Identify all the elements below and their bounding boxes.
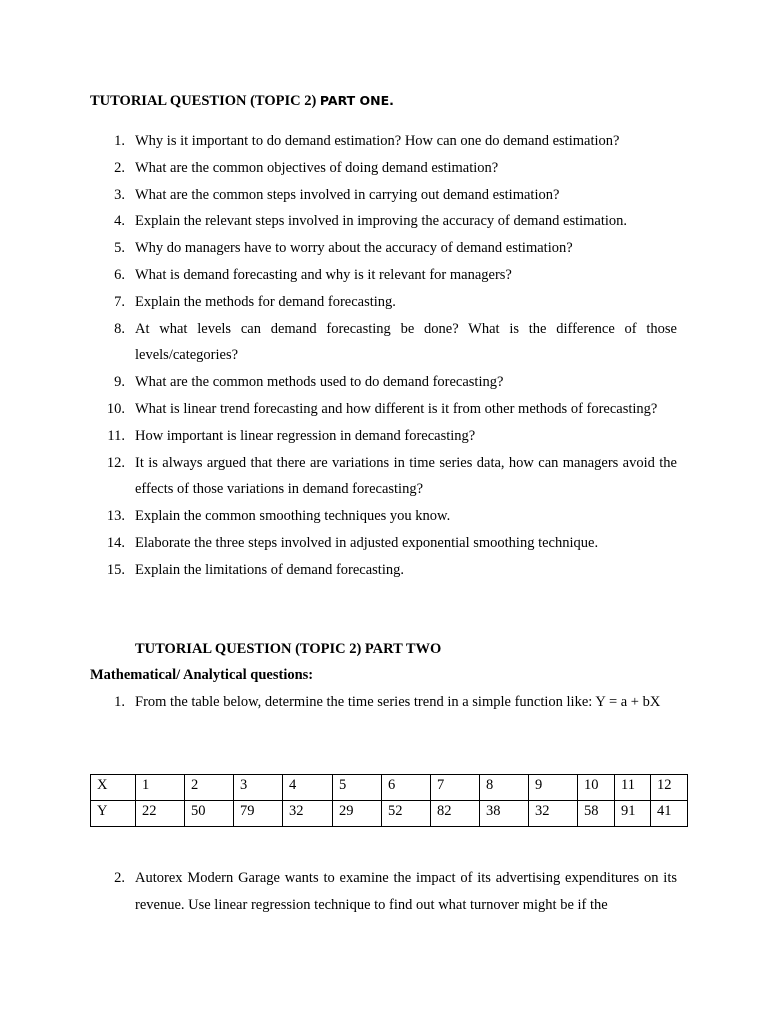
table-cell: 9 <box>529 775 578 801</box>
part-one-question-list <box>90 128 677 584</box>
table-cell: 50 <box>185 801 234 827</box>
table-cell: 91 <box>615 801 651 827</box>
part-two-title: TUTORIAL QUESTION (TOPIC 2) PART TWO <box>135 641 442 657</box>
question-number: 8. <box>114 320 125 337</box>
question-item <box>90 503 677 530</box>
question-text: It is always argued that there are variations in time series data, how can managers avoid the effects of those variations in demand forecasting? <box>135 454 677 498</box>
table-cell: 22 <box>136 801 185 827</box>
question-item <box>90 289 677 316</box>
question-text: At what levels can demand forecasting be done? What is the difference of those levels/categories? <box>135 320 677 364</box>
question-number: 9. <box>114 374 125 391</box>
part-two-subtitle: Mathematical/ Analytical questions: <box>90 667 314 683</box>
part-one-title-tail: PART ONE. <box>319 93 394 108</box>
question-item <box>90 128 677 155</box>
time-series-table <box>90 774 688 827</box>
question-number: 2. <box>114 870 125 886</box>
question-item <box>90 316 677 370</box>
table-cell: 10 <box>578 775 615 801</box>
question-text: What is linear trend forecasting and how different is it from other methods of forecasting? <box>135 400 658 417</box>
question-text: Autorex Modern Garage wants to examine the impact of its advertising expenditures on its revenue. Use linear regression technique to find out what turnover might be if the <box>135 870 677 913</box>
question-number: 12. <box>106 454 125 471</box>
table-row-y <box>91 801 688 827</box>
question-number: 10. <box>106 400 125 417</box>
question-text: How important is linear regression in demand forecasting? <box>135 427 476 444</box>
question-item <box>90 155 677 182</box>
question-item <box>90 865 677 919</box>
question-number: 5. <box>114 240 125 257</box>
question-text: From the table below, determine the time series trend in a simple function like: Y = a + bX <box>135 694 661 710</box>
question-number: 2. <box>114 159 125 176</box>
part-one-title-main: TUTORIAL QUESTION (TOPIC 2) <box>90 93 317 109</box>
question-number: 6. <box>114 266 125 283</box>
question-number: 14. <box>106 534 125 551</box>
question-item <box>90 557 677 584</box>
table-cell: 2 <box>185 775 234 801</box>
question-text: Explain the relevant steps involved in improving the accuracy of demand estimation. <box>135 213 628 230</box>
question-number: 11. <box>107 427 125 444</box>
question-item <box>90 689 677 716</box>
question-number: 1. <box>114 133 125 149</box>
table-cell: 11 <box>615 775 651 801</box>
question-text: Elaborate the three steps involved in adjusted exponential smoothing technique. <box>135 534 599 551</box>
question-number: 7. <box>114 293 125 310</box>
question-number: 13. <box>106 508 125 525</box>
table-cell: 32 <box>283 801 333 827</box>
question-text: Explain the common smoothing techniques you know. <box>135 508 451 525</box>
question-item <box>90 262 677 289</box>
part-one-title <box>90 93 394 110</box>
question-number: 1. <box>114 694 125 710</box>
question-item <box>90 396 677 423</box>
table-cell: 52 <box>382 801 431 827</box>
question-number: 15. <box>106 561 125 578</box>
table-cell: 29 <box>333 801 382 827</box>
table-cell: 12 <box>651 775 688 801</box>
question-text: Explain the methods for demand forecasting. <box>135 293 396 310</box>
question-item <box>90 235 677 262</box>
question-text: What is demand forecasting and why is it relevant for managers? <box>135 266 512 283</box>
table-cell: 8 <box>480 775 529 801</box>
question-text: What are the common methods used to do demand forecasting? <box>135 374 504 391</box>
table-row-x <box>91 775 688 801</box>
question-text: Why do managers have to worry about the accuracy of demand estimation? <box>135 240 573 257</box>
question-text: Explain the limitations of demand forecasting. <box>135 561 404 578</box>
question-number: 4. <box>114 213 125 230</box>
table-header-cell: Y <box>91 801 136 827</box>
question-text: What are the common steps involved in carrying out demand estimation? <box>135 186 560 203</box>
question-text: What are the common objectives of doing demand estimation? <box>135 159 499 176</box>
question-number: 3. <box>114 186 125 203</box>
table-cell: 38 <box>480 801 529 827</box>
part-two-question-list <box>90 689 677 716</box>
table-cell: 1 <box>136 775 185 801</box>
table-cell: 7 <box>431 775 480 801</box>
table-cell: 5 <box>333 775 382 801</box>
part-two-question-list-continued <box>90 865 677 919</box>
table-cell: 3 <box>234 775 283 801</box>
question-item <box>90 530 677 557</box>
table-cell: 6 <box>382 775 431 801</box>
table-cell: 82 <box>431 801 480 827</box>
table-cell: 4 <box>283 775 333 801</box>
question-text: Why is it important to do demand estimation? How can one do demand estimation? <box>135 133 620 149</box>
table-cell: 32 <box>529 801 578 827</box>
question-item <box>90 450 677 504</box>
table-cell: 58 <box>578 801 615 827</box>
table-cell: 41 <box>651 801 688 827</box>
table-header-cell: X <box>91 775 136 801</box>
question-item <box>90 182 677 209</box>
question-item <box>90 369 677 396</box>
question-item <box>90 208 677 235</box>
question-item <box>90 423 677 450</box>
table-cell: 79 <box>234 801 283 827</box>
